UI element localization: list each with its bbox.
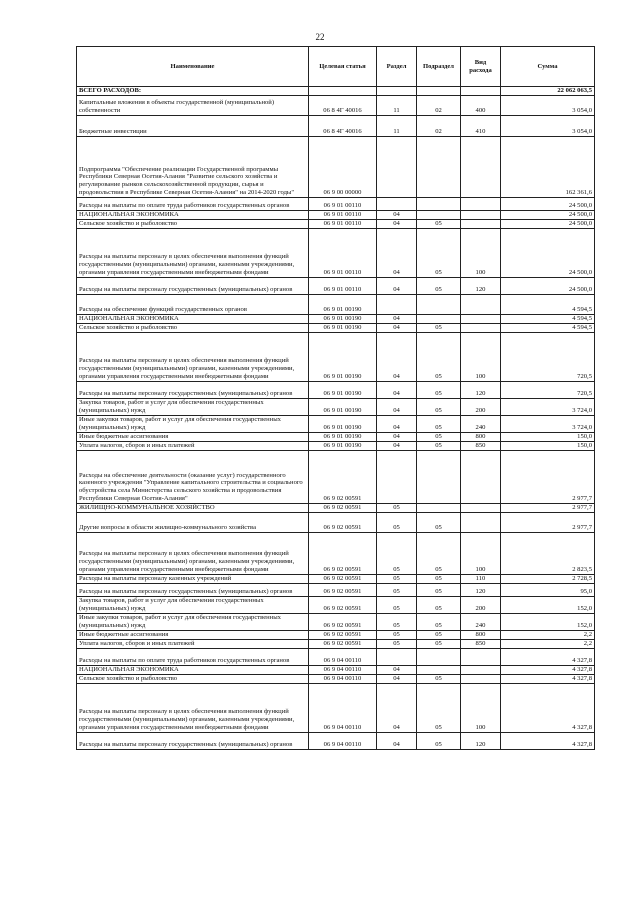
cell-subsection: 05 [417,683,461,732]
cell-type: 120 [461,732,501,749]
cell-type: 200 [461,596,501,613]
cell-type [461,314,501,323]
cell-name: Бюджетные инвестиции [77,115,309,136]
table-header-row [77,47,595,87]
cell-amount: 24 500,0 [501,197,595,210]
cell-subsection [417,210,461,219]
cell-name: Иные бюджетные ассигнования [77,630,309,639]
cell-amount: 4 327,8 [501,674,595,683]
table-row [77,95,595,115]
cell-name: Расходы на обеспечение деятельности (оказание услуг) государственного казенного учреждения "Управление капитального строительства и социального обустройства села Министерства сельского хозяйства и продовольствия Республики Северная Осетия-Алания" [77,450,309,503]
cell-subsection [417,665,461,674]
cell-type: 120 [461,277,501,294]
column-header-code: Целевая статья [309,47,377,87]
cell-type [461,136,501,197]
cell-section: 05 [377,613,417,630]
cell-code: 06 9 02 00591 [309,450,377,503]
cell-section: 04 [377,674,417,683]
cell-amount: 2,2 [501,639,595,648]
cell-code: 06 9 04 00110 [309,674,377,683]
cell-type: 110 [461,574,501,583]
cell-section: 05 [377,512,417,532]
cell-subsection: 05 [417,596,461,613]
cell-code: 06 9 01 00190 [309,314,377,323]
cell-subsection [417,294,461,314]
cell-subsection [417,87,461,96]
cell-amount: 3 054,0 [501,115,595,136]
cell-type [461,450,501,503]
cell-section [377,648,417,665]
cell-subsection: 05 [417,639,461,648]
budget-table-body [77,87,595,750]
cell-name: НАЦИОНАЛЬНАЯ ЭКОНОМИКА [77,314,309,323]
cell-code: 06 9 01 00110 [309,197,377,210]
table-row [77,630,595,639]
table-row [77,332,595,381]
cell-subsection: 05 [417,532,461,574]
cell-subsection: 05 [417,613,461,630]
cell-subsection: 05 [417,630,461,639]
cell-amount: 4 594,5 [501,323,595,332]
cell-amount: 2 823,5 [501,532,595,574]
cell-name: Иные бюджетные ассигнования [77,432,309,441]
column-header-type: Вид расхода [461,47,501,87]
cell-section: 05 [377,639,417,648]
cell-code: 06 9 01 00110 [309,228,377,277]
cell-section: 04 [377,441,417,450]
cell-amount: 2 977,7 [501,512,595,532]
cell-subsection: 05 [417,415,461,432]
cell-name: Расходы на выплаты по оплате труда работников государственных органов [77,197,309,210]
cell-code: 06 9 02 00591 [309,596,377,613]
cell-type: 850 [461,639,501,648]
cell-code [309,87,377,96]
cell-name: Расходы на выплаты персоналу государственных (муниципальных) органов [77,583,309,596]
cell-type: 240 [461,613,501,630]
table-row [77,197,595,210]
cell-amount: 2 977,7 [501,450,595,503]
cell-subsection: 05 [417,674,461,683]
table-row [77,583,595,596]
cell-section: 05 [377,532,417,574]
cell-type: 120 [461,381,501,398]
cell-amount: 24 500,0 [501,210,595,219]
cell-code: 06 9 02 00591 [309,639,377,648]
table-row [77,450,595,503]
cell-subsection: 05 [417,583,461,596]
cell-name: Расходы на выплаты персоналу в целях обеспечения выполнения функций государственными (муниципальными) органами, казенными учреждениями, органами управления государственными внебюджетными фондами [77,532,309,574]
cell-code: 06 9 01 00190 [309,294,377,314]
table-row [77,277,595,294]
cell-name: НАЦИОНАЛЬНАЯ ЭКОНОМИКА [77,665,309,674]
cell-subsection [417,197,461,210]
cell-name: ВСЕГО РАСХОДОВ: [77,87,309,96]
table-row [77,415,595,432]
cell-type: 100 [461,332,501,381]
cell-name: Расходы на выплаты персоналу государственных (муниципальных) органов [77,381,309,398]
cell-name: Расходы на выплаты персоналу государственных (муниципальных) органов [77,277,309,294]
column-header-name: Наименование [77,47,309,87]
cell-subsection: 05 [417,732,461,749]
cell-section: 04 [377,332,417,381]
cell-type: 120 [461,583,501,596]
cell-type [461,87,501,96]
cell-subsection: 05 [417,441,461,450]
cell-code: 06 9 01 00190 [309,398,377,415]
cell-name: НАЦИОНАЛЬНАЯ ЭКОНОМИКА [77,210,309,219]
cell-code: 06 9 01 00190 [309,415,377,432]
cell-code: 06 9 02 00591 [309,613,377,630]
cell-section: 04 [377,228,417,277]
cell-section: 05 [377,503,417,512]
cell-amount: 152,0 [501,596,595,613]
cell-amount: 22 062 063,5 [501,87,595,96]
column-header-subsection: Подраздел [417,47,461,87]
cell-subsection [417,648,461,665]
cell-type [461,219,501,228]
cell-section: 05 [377,630,417,639]
cell-code: 06 9 04 00110 [309,648,377,665]
table-row [77,294,595,314]
cell-section: 04 [377,381,417,398]
cell-code: 06 9 02 00591 [309,532,377,574]
cell-amount: 3 724,0 [501,398,595,415]
cell-section: 04 [377,277,417,294]
cell-section: 04 [377,210,417,219]
cell-code: 06 9 01 00190 [309,332,377,381]
cell-amount: 2 977,7 [501,503,595,512]
cell-type: 200 [461,398,501,415]
table-row [77,532,595,574]
cell-type [461,665,501,674]
cell-type: 240 [461,415,501,432]
cell-subsection [417,450,461,503]
cell-amount: 4 327,8 [501,683,595,732]
cell-type [461,197,501,210]
cell-name: Сельское хозяйство и рыболовство [77,674,309,683]
cell-code: 06 9 01 00110 [309,210,377,219]
cell-type [461,294,501,314]
cell-type: 400 [461,95,501,115]
cell-section: 05 [377,574,417,583]
cell-name: Расходы на выплаты персоналу в целях обеспечения выполнения функций государственными (муниципальными) органами, казенными учреждениями, органами управления государственными внебюджетными фондами [77,332,309,381]
table-row [77,732,595,749]
cell-section: 04 [377,219,417,228]
cell-name: Подпрограмма "Обеспечение реализации Государственной программы Республики Северная Осетия-Алания "Развитие сельского хозяйства и регулирование рынков сельскохозяйственной продукции, сырья и продовольствия в Республике Северная Осетия-Алания" на 2014-2020 годы" [77,136,309,197]
cell-code: 06 9 04 00110 [309,683,377,732]
cell-subsection: 05 [417,228,461,277]
cell-type [461,674,501,683]
cell-name: Закупка товаров, работ и услуг для обеспечения государственных (муниципальных) нужд [77,398,309,415]
cell-amount: 152,0 [501,613,595,630]
cell-section [377,450,417,503]
cell-amount: 24 500,0 [501,219,595,228]
cell-subsection: 02 [417,115,461,136]
table-row [77,648,595,665]
cell-amount: 4 594,5 [501,294,595,314]
cell-code: 06 9 02 00591 [309,630,377,639]
cell-name: Иные закупки товаров, работ и услуг для обеспечения государственных (муниципальных) нужд [77,415,309,432]
table-row [77,441,595,450]
cell-amount: 3 054,0 [501,95,595,115]
cell-amount: 162 361,6 [501,136,595,197]
budget-table [76,46,595,750]
table-row [77,503,595,512]
cell-section: 05 [377,596,417,613]
cell-code: 06 9 02 00591 [309,583,377,596]
cell-type: 850 [461,441,501,450]
cell-amount: 24 500,0 [501,277,595,294]
cell-name: Капитальные вложения в объекты государственной (муниципальной) собственности [77,95,309,115]
cell-name: Уплата налогов, сборов и иных платежей [77,639,309,648]
cell-section [377,294,417,314]
cell-code: 06 9 01 00110 [309,277,377,294]
cell-amount: 4 327,8 [501,665,595,674]
cell-amount: 2,2 [501,630,595,639]
table-row [77,665,595,674]
cell-code: 06 9 02 00591 [309,503,377,512]
cell-amount: 4 327,8 [501,648,595,665]
cell-section [377,87,417,96]
cell-name: Сельское хозяйство и рыболовство [77,323,309,332]
cell-code: 06 9 01 00110 [309,219,377,228]
cell-subsection: 05 [417,332,461,381]
table-row [77,674,595,683]
cell-name: Расходы на обеспечение функций государственных органов [77,294,309,314]
cell-name: Расходы на выплаты по оплате труда работников государственных органов [77,648,309,665]
cell-subsection: 05 [417,398,461,415]
cell-amount: 4 327,8 [501,732,595,749]
cell-name: Расходы на выплаты персоналу государственных (муниципальных) органов [77,732,309,749]
cell-subsection: 05 [417,432,461,441]
cell-subsection [417,503,461,512]
cell-type: 800 [461,630,501,639]
cell-amount: 150,0 [501,441,595,450]
cell-type: 800 [461,432,501,441]
table-row [77,596,595,613]
cell-type [461,648,501,665]
cell-section [377,197,417,210]
table-row [77,314,595,323]
table-row [77,683,595,732]
cell-name: Иные закупки товаров, работ и услуг для обеспечения государственных (муниципальных) нужд [77,613,309,630]
cell-section: 11 [377,95,417,115]
table-row [77,512,595,532]
cell-amount: 24 500,0 [501,228,595,277]
cell-section [377,136,417,197]
cell-name: Сельское хозяйство и рыболовство [77,219,309,228]
cell-subsection [417,314,461,323]
cell-section: 04 [377,683,417,732]
table-row [77,574,595,583]
cell-subsection: 05 [417,277,461,294]
cell-amount: 3 724,0 [501,415,595,432]
cell-type [461,503,501,512]
cell-type: 100 [461,228,501,277]
table-row [77,613,595,630]
cell-amount: 4 594,5 [501,314,595,323]
cell-type [461,210,501,219]
cell-section: 04 [377,665,417,674]
cell-code: 06 9 04 00110 [309,665,377,674]
cell-section: 04 [377,432,417,441]
cell-subsection: 05 [417,381,461,398]
cell-code: 06 9 04 00110 [309,732,377,749]
table-row [77,228,595,277]
cell-code: 06 9 02 00591 [309,512,377,532]
cell-name: Расходы на выплаты персоналу казенных учреждений [77,574,309,583]
cell-code: 06 9 01 00190 [309,432,377,441]
cell-type: 100 [461,532,501,574]
table-row [77,219,595,228]
cell-section: 11 [377,115,417,136]
cell-section: 04 [377,415,417,432]
cell-name: Закупка товаров, работ и услуг для обеспечения государственных (муниципальных) нужд [77,596,309,613]
cell-code: 06 9 01 00190 [309,441,377,450]
cell-subsection: 05 [417,219,461,228]
table-row [77,115,595,136]
cell-section: 04 [377,732,417,749]
cell-subsection [417,136,461,197]
table-row [77,381,595,398]
column-header-section: Раздел [377,47,417,87]
cell-type: 100 [461,683,501,732]
table-row [77,432,595,441]
cell-amount: 720,5 [501,332,595,381]
table-row [77,87,595,96]
cell-code: 06 8 4Г 40016 [309,115,377,136]
cell-amount: 720,5 [501,381,595,398]
cell-section: 04 [377,323,417,332]
cell-section: 04 [377,398,417,415]
cell-code: 06 9 00 00000 [309,136,377,197]
cell-name: Расходы на выплаты персоналу в целях обеспечения выполнения функций государственными (муниципальными) органами, казенными учреждениями, органами управления государственными внебюджетными фондами [77,683,309,732]
cell-subsection: 05 [417,512,461,532]
cell-name: Другие вопросы в области жилищно-коммунального хозяйства [77,512,309,532]
cell-name: Расходы на выплаты персоналу в целях обеспечения выполнения функций государственными (муниципальными) органами, казенными учреждениями, органами управления государственными внебюджетными фондами [77,228,309,277]
cell-type [461,323,501,332]
table-row [77,323,595,332]
page-number: 22 [315,32,325,42]
cell-amount: 2 728,5 [501,574,595,583]
table-row [77,639,595,648]
column-header-amount: Сумма [501,47,595,87]
cell-type: 410 [461,115,501,136]
table-row [77,210,595,219]
cell-type [461,512,501,532]
cell-code: 06 9 01 00190 [309,381,377,398]
cell-code: 06 9 01 00190 [309,323,377,332]
cell-section: 04 [377,314,417,323]
cell-section: 05 [377,583,417,596]
cell-code: 06 9 02 00591 [309,574,377,583]
cell-subsection: 05 [417,574,461,583]
table-row [77,398,595,415]
cell-name: Уплата налогов, сборов и иных платежей [77,441,309,450]
cell-subsection: 05 [417,323,461,332]
cell-subsection: 02 [417,95,461,115]
cell-amount: 150,0 [501,432,595,441]
cell-amount: 95,0 [501,583,595,596]
table-row [77,136,595,197]
cell-name: ЖИЛИЩНО-КОММУНАЛЬНОЕ ХОЗЯЙСТВО [77,503,309,512]
cell-code: 06 8 4Г 40016 [309,95,377,115]
